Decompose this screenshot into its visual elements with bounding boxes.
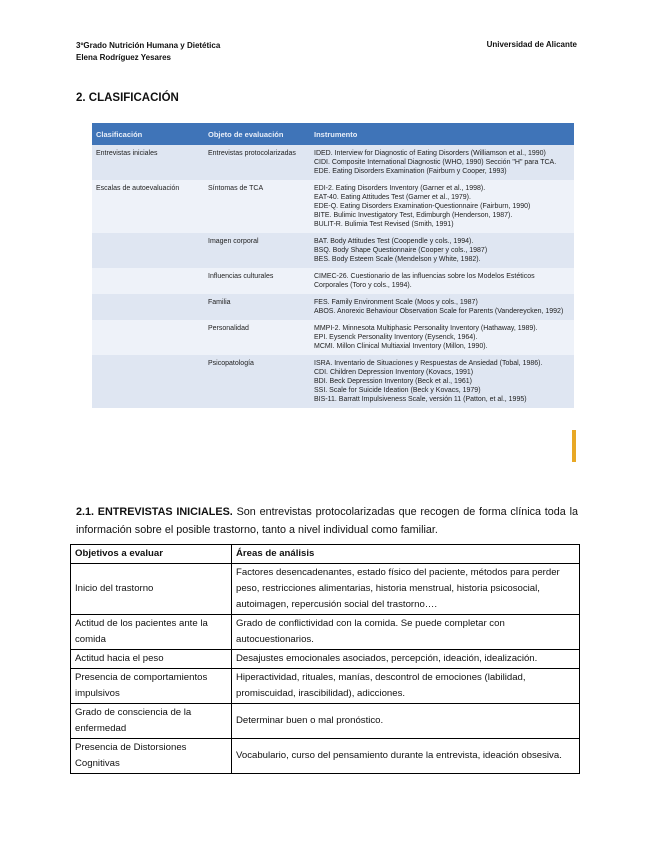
- table-row: [71, 615, 580, 650]
- figure-object-cell: Personalidad: [204, 320, 310, 355]
- instrument-line: CDI. Children Depression Inventory (Kovacs, 1991): [314, 369, 474, 376]
- figure-class-cell: [92, 355, 204, 408]
- objectives-table: [70, 544, 580, 774]
- classification-table: [92, 123, 574, 408]
- instrument-line: EDE. Eating Disorders Examination (Fairburn y Cooper, 1993): [314, 168, 507, 175]
- instrument-line: BSQ. Body Shape Questionnaire (Cooper y cols., 1987): [314, 247, 488, 254]
- section-21-text: Son entrevistas protocolarizadas que recogen de forma clínica toda la información sobre el posible trastorno, tanto a nivel individual como familiar.: [76, 506, 579, 536]
- instrument-line: BDI. Beck Depression Inventory (Beck et al., 1961): [314, 378, 472, 385]
- figure-header-cell: Clasificación: [92, 123, 204, 145]
- figure-row: [92, 268, 574, 294]
- figure-row: [92, 355, 574, 408]
- figure-instrument-cell: [310, 233, 574, 268]
- figure-object-cell: Entrevistas protocolarizadas: [204, 145, 310, 180]
- instrument-line: EDI-2. Eating Disorders Inventory (Garner et al., 1998).: [314, 185, 486, 192]
- instrument-line: FES. Family Environment Scale (Moos y cols., 1987): [314, 299, 478, 306]
- university-line: Universidad de Alicante: [486, 40, 577, 49]
- analysis-cell: Hiperactividad, rituales, manías, descontrol de emociones (labilidad, promiscuidad, irascibilidad), adicciones.: [232, 669, 580, 704]
- author-line: Elena Rodríguez Yesares: [76, 53, 172, 62]
- instrument-line: MCMI. Millon Clinical Multiaxial Inventory (Millon, 1990).: [314, 343, 488, 350]
- figure-instrument-cell: [310, 320, 574, 355]
- figure-row: [92, 180, 574, 233]
- figure-row: [92, 320, 574, 355]
- objective-cell: Inicio del trastorno: [71, 564, 232, 615]
- instrument-line: BIS-11. Barratt Impulsiveness Scale, versión 11 (Patton, et al., 1995): [314, 396, 527, 403]
- objectives-header-cell: Objetivos a evaluar: [71, 545, 232, 564]
- instrument-line: CIMEC-26. Cuestionario de las influencias sobre los Modelos Estéticos Corporales (Toro y cols., 1994).: [314, 273, 535, 289]
- figure-object-cell: Psicopatología: [204, 355, 310, 408]
- classification-figure: [92, 123, 574, 463]
- instrument-line: EAT-40. Eating Attitudes Test (Garner et al., 1979).: [314, 194, 471, 201]
- instrument-line: BITE. Bulimic Investigatory Test, Edimburgh (Henderson, 1987).: [314, 212, 513, 219]
- analysis-cell: Vocabulario, curso del pensamiento durante la entrevista, ideación obsesiva.: [232, 739, 580, 774]
- figure-instrument-cell: [310, 180, 574, 233]
- objective-cell: Presencia de comportamientos impulsivos: [71, 669, 232, 704]
- objective-cell: Presencia de Distorsiones Cognitivas: [71, 739, 232, 774]
- objective-cell: Actitud de los pacientes ante la comida: [71, 615, 232, 650]
- objective-cell: Grado de consciencia de la enfermedad: [71, 704, 232, 739]
- figure-accent-bar: [572, 430, 576, 462]
- instrument-line: CIDI. Composite International Diagnostic (WHO, 1990) Sección "H" para TCA.: [314, 159, 557, 166]
- course-line: 3ºGrado Nutrición Humana y Dietética: [76, 41, 221, 50]
- instrument-line: IDED. Interview for Diagnostic of Eating Disorders (Williamson et al., 1990): [314, 150, 546, 157]
- table-row: [71, 564, 580, 615]
- analysis-cell: Grado de conflictividad con la comida. Se puede completar con autocuestionarios.: [232, 615, 580, 650]
- analysis-cell: Determinar buen o mal pronóstico.: [232, 704, 580, 739]
- table-row: [71, 669, 580, 704]
- figure-class-cell: [92, 233, 204, 268]
- figure-class-cell: Entrevistas iniciales: [92, 145, 204, 180]
- section-21-paragraph: [76, 503, 578, 539]
- analysis-cell: Desajustes emocionales asociados, percepción, ideación, idealización.: [232, 650, 580, 669]
- figure-instrument-cell: [310, 294, 574, 320]
- instrument-line: EDE-Q. Eating Disorders Examination-Questionnaire (Fairburn, 1990): [314, 203, 531, 210]
- section-title: 2. CLASIFICACIÓN: [76, 92, 179, 104]
- instrument-line: BULIT-R. Bulimia Test Revised (Smith, 1991): [314, 221, 454, 228]
- objectives-header-row: [71, 545, 580, 564]
- figure-row: [92, 233, 574, 268]
- analysis-cell: Factores desencadenantes, estado físico del paciente, métodos para perder peso, restricciones alimentarias, historia menstrual, historia psicosocial, autoimagen, repercusión social del trastorno….: [232, 564, 580, 615]
- instrument-line: EPI. Eysenck Personality Inventory (Eysenck, 1964).: [314, 334, 478, 341]
- instrument-line: SSI. Scale for Suicide Ideation (Beck y Kovacs, 1979): [314, 387, 481, 394]
- figure-header-row: [92, 123, 574, 145]
- objectives-header-cell: Áreas de análisis: [232, 545, 580, 564]
- section-21-heading: 2.1. ENTREVISTAS INICIALES.: [76, 506, 233, 518]
- figure-class-cell: [92, 320, 204, 355]
- figure-object-cell: Imagen corporal: [204, 233, 310, 268]
- objective-cell: Actitud hacia el peso: [71, 650, 232, 669]
- figure-row: [92, 294, 574, 320]
- table-row: [71, 650, 580, 669]
- figure-row: [92, 145, 574, 180]
- instrument-line: MMPI-2. Minnesota Multiphasic Personality Inventory (Hathaway, 1989).: [314, 325, 538, 332]
- figure-class-cell: [92, 268, 204, 294]
- figure-object-cell: Familia: [204, 294, 310, 320]
- figure-object-cell: Síntomas de TCA: [204, 180, 310, 233]
- figure-header-cell: Objeto de evaluación: [204, 123, 310, 145]
- figure-class-cell: [92, 294, 204, 320]
- instrument-line: BAT. Body Attitudes Test (Coopendle y cols., 1994).: [314, 238, 474, 245]
- figure-instrument-cell: [310, 355, 574, 408]
- table-row: [71, 704, 580, 739]
- figure-instrument-cell: [310, 268, 574, 294]
- table-row: [71, 739, 580, 774]
- instrument-line: ABOS. Anorexic Behaviour Observation Scale for Parents (Vandereycken, 1992): [314, 308, 564, 315]
- instrument-line: BES. Body Esteem Scale (Mendelson y White, 1982).: [314, 256, 481, 263]
- page-header-left: [76, 40, 220, 64]
- figure-class-cell: Escalas de autoevaluación: [92, 180, 204, 233]
- instrument-line: ISRA. Inventario de Situaciones y Respuestas de Ansiedad (Tobal, 1986).: [314, 360, 543, 367]
- figure-header-cell: Instrumento: [310, 123, 574, 145]
- figure-object-cell: Influencias culturales: [204, 268, 310, 294]
- figure-instrument-cell: [310, 145, 574, 180]
